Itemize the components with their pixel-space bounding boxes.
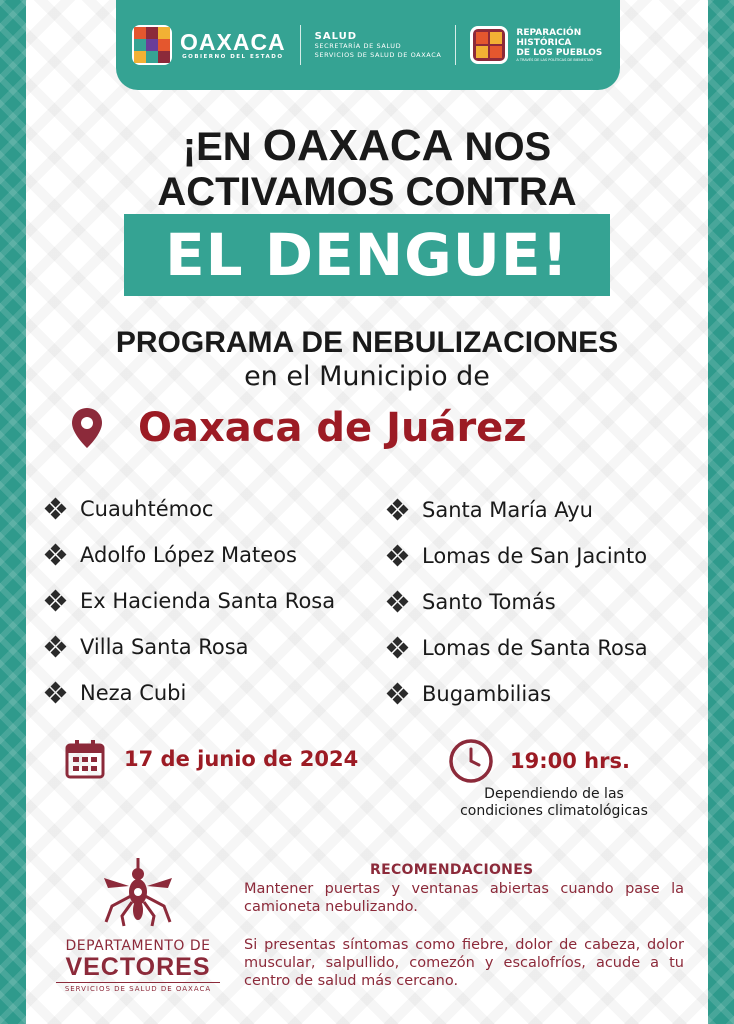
condition-line-2: condiciones climatológicas [460,803,648,819]
colony-name: Santo Tomás [422,590,556,614]
municipality-name: Oaxaca de Juárez [138,405,527,451]
event-time: 19:00 hrs. [510,749,630,773]
colony-name: Bugambilias [422,682,552,706]
diamond-bullet-icon [46,545,66,565]
colony-name: Adolfo López Mateos [80,543,297,567]
recommendation-1: Mantener puertas y ventanas abiertas cuando pase la camioneta nebulizando. [244,881,684,915]
headline-line-2: ACTIVAMOS CONTRA [157,170,577,214]
colony-name: Lomas de Santa Rosa [422,636,648,660]
list-item [388,487,648,533]
diamond-bullet-icon [388,546,408,566]
recommendation-2: Si presentas síntomas como fiebre, dolor de cabeza, dolor muscular, salpullido, comezón y escalofríos, acude a tu centro de salud más cercano. [244,937,684,989]
department-line-1: DEPARTAMENTO DE [65,938,211,954]
reparacion-logo-icon [470,26,508,64]
list-item [46,532,335,578]
list-item [388,533,648,579]
condition-line-1: Dependiendo de las [484,786,624,802]
oaxaca-logo-icon [132,25,172,65]
salud-line-1: SECRETARÍA DE SALUD [314,41,402,50]
list-item [46,578,335,624]
recommendations-title: RECOMENDACIONES [370,862,534,878]
mosquito-icon [98,856,178,928]
rep-line-1: REPARACIÓN [516,27,582,38]
rep-tiny-line: A TRAVÉS DE LAS POLÍTICAS DE BIENESTAR [516,57,593,62]
headline-oaxaca: OAXACA [262,121,454,170]
brand-name: OAXACA [180,29,286,55]
salud-block [315,31,442,60]
event-date: 17 de junio de 2024 [124,747,359,771]
clock-icon [448,738,494,784]
department-line-2: VECTORES [65,953,211,981]
diamond-bullet-icon [388,592,408,612]
header-bar [116,0,620,90]
dengue-banner: EL DENGUE! [124,214,610,296]
headline-part-c: NOS [453,125,552,169]
list-item [46,624,335,670]
rep-line-2: HISTÓRICA [516,37,572,48]
program-title: PROGRAMA DE NEBULIZACIONES [115,326,619,359]
reparacion-text [516,28,602,63]
program-subtitle: en el Municipio de [244,361,490,392]
colony-name: Villa Santa Rosa [80,635,249,659]
headline-part-a: ¡EN [182,125,263,169]
colony-name: Ex Hacienda Santa Rosa [80,589,336,613]
list-item [46,670,335,716]
header-divider [300,25,301,65]
list-item [388,579,648,625]
brand-subtitle: GOBIERNO DEL ESTADO [182,54,284,60]
colony-name: Cuauhtémoc [80,497,214,521]
colony-name: Neza Cubi [80,681,187,705]
department-line-3: SERVICIOS DE SALUD DE OAXACA [56,982,220,993]
time-block [448,738,630,784]
location-pin-icon [70,406,104,450]
colonies-left-list [46,486,335,716]
list-item [388,671,648,717]
salud-title: SALUD [314,30,358,42]
rep-line-3: DE LOS PUEBLOS [516,47,603,58]
diamond-bullet-icon [388,638,408,658]
headline-line-1 [0,122,734,171]
header-divider [455,25,456,65]
diamond-bullet-icon [46,591,66,611]
colony-name: Lomas de San Jacinto [422,544,648,568]
weather-condition-note [420,786,688,820]
diamond-bullet-icon [46,499,66,519]
date-block [64,738,358,780]
colony-name: Santa María Ayu [422,498,593,522]
vectores-logo [56,856,220,993]
list-item [46,486,335,532]
diamond-bullet-icon [46,637,66,657]
diamond-bullet-icon [388,684,408,704]
list-item [388,625,648,671]
calendar-icon [64,738,106,780]
brand [180,30,286,60]
diamond-bullet-icon [388,500,408,520]
colonies-right-list [388,487,648,717]
salud-line-2: SERVICIOS DE SALUD DE OAXACA [314,50,442,59]
diamond-bullet-icon [46,683,66,703]
